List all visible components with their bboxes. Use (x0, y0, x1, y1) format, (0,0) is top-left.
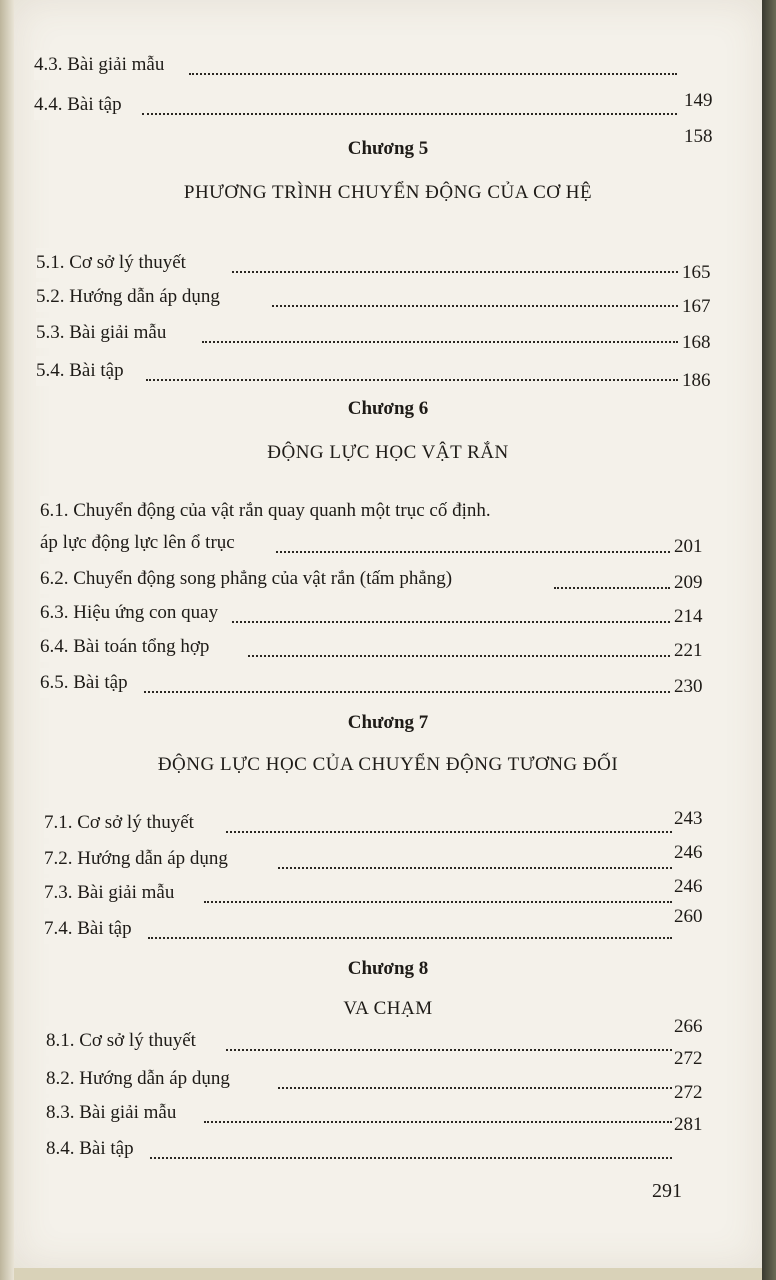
toc-entry-label: 8.4. Bài tập (46, 1134, 138, 1164)
toc-entry-page: 243 (674, 808, 703, 829)
toc-entry (14, 248, 762, 283)
chapter-title: PHƯƠNG TRÌNH CHUYỂN ĐỘNG CỦA CƠ HỆ (183, 182, 593, 203)
leader-dots (272, 303, 678, 307)
toc-entry-label: 5.3. Bài giải mẫu (36, 318, 170, 348)
toc-entry-label: 4.3. Bài giải mẫu (34, 50, 168, 80)
leader-dots (278, 865, 672, 869)
toc-entry-page: 246 (674, 842, 703, 863)
toc-entry (14, 496, 762, 526)
leader-dots (204, 899, 672, 903)
toc-entry-label: 7.3. Bài giải mẫu (44, 878, 178, 908)
toc-entry (14, 528, 762, 558)
toc-entry-page: 272 (674, 1048, 703, 1069)
toc-entry (14, 1114, 762, 1164)
toc-entry-label: 5.2. Hướng dẫn áp dụng (36, 282, 224, 312)
toc-entry-page: 266 (674, 1016, 703, 1037)
page-left-edge (0, 0, 14, 1280)
toc-entry-label: 5.4. Bài tập (36, 356, 128, 386)
leader-dots (150, 1155, 672, 1159)
toc-entry (14, 668, 762, 698)
toc-entry-page: 260 (674, 906, 703, 927)
toc-entry (14, 282, 762, 317)
toc-entry-page: 168 (682, 332, 711, 353)
toc-entry (14, 1048, 762, 1094)
toc-entry (14, 318, 762, 353)
toc-entry-page: 221 (674, 640, 703, 661)
toc-entry (14, 808, 762, 838)
leader-dots (142, 111, 677, 115)
toc-entry-label: 7.4. Bài tập (44, 914, 136, 944)
toc-entry-label: 8.1. Cơ sở lý thuyết (46, 1026, 200, 1056)
toc-entry-label: 8.2. Hướng dẫn áp dụng (46, 1064, 234, 1094)
page-number: 291 (652, 1180, 682, 1202)
chapter-heading: Chương 5 (347, 138, 429, 159)
page-right-edge (762, 0, 776, 1280)
leader-dots (144, 689, 670, 693)
toc-entry-label: 6.1. Chuyển động của vật rắn quay quanh một trục cố định. (40, 496, 495, 526)
toc-entry-page: 281 (674, 1114, 703, 1135)
toc-entry-page: 209 (674, 572, 703, 593)
toc-entry-page: 158 (684, 126, 713, 147)
leader-dots (226, 829, 672, 833)
toc-entry-label: 6.4. Bài toán tổng hợp (40, 632, 213, 662)
toc-entry (14, 356, 762, 391)
toc-entry-label: 8.3. Bài giải mẫu (46, 1098, 180, 1128)
toc-entry-page: 214 (674, 606, 703, 627)
leader-dots (189, 71, 677, 75)
toc-entry (14, 1082, 762, 1128)
toc-entry-page: 167 (682, 296, 711, 317)
leader-dots (276, 549, 670, 553)
leader-dots (232, 269, 678, 273)
leader-dots (202, 339, 678, 343)
toc-entry (14, 564, 762, 594)
toc-entry (14, 878, 762, 908)
chapter-heading: Chương 7 (347, 712, 429, 733)
toc-entry-page: 149 (684, 90, 713, 111)
toc-entry-label: 6.3. Hiệu ứng con quay (40, 598, 222, 628)
toc-entry (14, 632, 762, 662)
toc-entry-label: 5.1. Cơ sở lý thuyết (36, 248, 190, 278)
toc-entry (14, 844, 762, 874)
toc-entry-page: 246 (674, 876, 703, 897)
leader-dots (278, 1085, 672, 1089)
leader-dots (146, 377, 678, 381)
leader-dots (248, 653, 670, 657)
toc-entry-page: 201 (674, 536, 703, 557)
toc-entry-label: 6.5. Bài tập (40, 668, 132, 698)
chapter-title: VA CHẠM (343, 998, 433, 1019)
book-page (14, 0, 762, 1268)
chapter-title: ĐỘNG LỰC HỌC CỦA CHUYỂN ĐỘNG TƯƠNG ĐỐI (157, 754, 619, 775)
toc-entry-page: 272 (674, 1082, 703, 1103)
toc-entry (14, 906, 762, 944)
toc-entry (14, 1016, 762, 1056)
leader-dots (148, 935, 672, 939)
chapter-heading: Chương 8 (347, 958, 429, 979)
toc-entry-page: 165 (682, 262, 711, 283)
leader-dots (554, 585, 670, 589)
leader-dots (232, 619, 670, 623)
toc-entry (14, 598, 762, 628)
toc-entry-page: 230 (674, 676, 703, 697)
toc-entry (14, 90, 762, 147)
leader-dots (204, 1119, 672, 1123)
toc-entry-label: áp lực động lực lên ổ trục (40, 528, 239, 558)
toc-entry-page: 186 (682, 370, 711, 391)
toc-entry-label: 6.2. Chuyển động song phẳng của vật rắn (tấm phẳng) (40, 564, 456, 594)
chapter-heading: Chương 6 (347, 398, 429, 419)
toc-entry-label: 7.1. Cơ sở lý thuyết (44, 808, 198, 838)
leader-dots (226, 1047, 672, 1051)
toc-entry-label: 4.4. Bài tập (34, 90, 126, 120)
toc-entry-label: 7.2. Hướng dẫn áp dụng (44, 844, 232, 874)
chapter-title: ĐỘNG LỰC HỌC VẬT RẮN (267, 442, 509, 463)
